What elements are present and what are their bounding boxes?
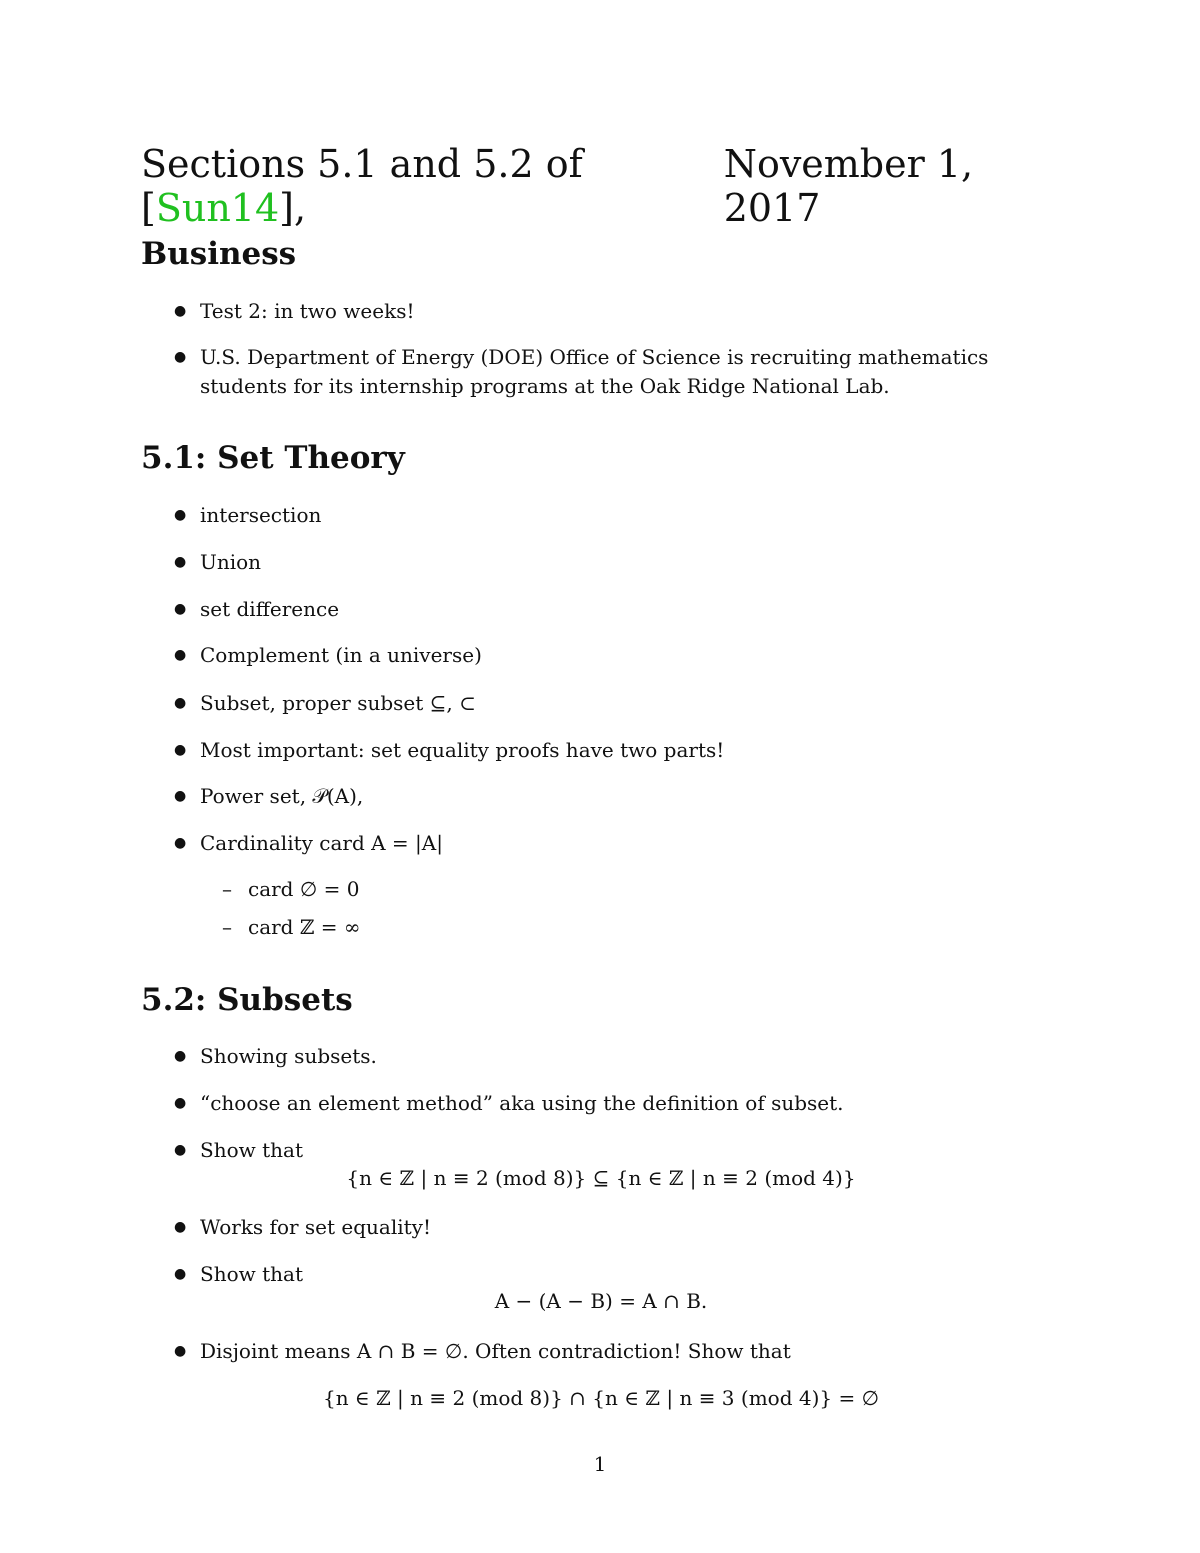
equation: {n ∈ ℤ | n ≡ 2 (mod 8)} ⊆ {n ∈ ℤ | n ≡ 2 (mod 4)} (346, 1166, 856, 1190)
bullet-icon: ● (174, 1048, 187, 1064)
bullet-icon: ● (174, 742, 187, 758)
section-heading-subsets: 5.2: Subsets (141, 982, 353, 1018)
bullet-icon: ● (174, 601, 187, 617)
page-number: 1 (593, 1452, 607, 1476)
section-heading-set-theory: 5.1: Set Theory (141, 440, 405, 476)
bullet-icon: ● (174, 303, 187, 319)
bullet-icon: ● (174, 835, 187, 851)
citation-link[interactable]: Sun14 (155, 186, 280, 230)
sub-list-item: – card ∅ = 0 (222, 875, 359, 904)
bullet-icon: ● (174, 1095, 187, 1111)
section-heading-business: Business (141, 236, 297, 272)
page-title (141, 142, 1061, 230)
bullet-icon: ● (174, 788, 187, 804)
bullet-icon: ● (174, 1343, 187, 1359)
bullet-icon: ● (174, 695, 187, 711)
dash-icon: – (222, 877, 232, 901)
title-text: Sections 5.1 and 5.2 of [Sun14], (141, 142, 583, 230)
bullet-icon: ● (174, 1142, 187, 1158)
bullet-icon: ● (174, 1266, 187, 1282)
equation: A − (A − B) = A ∩ B. (494, 1289, 708, 1313)
sub-list-item: – card ℤ = ∞ (222, 913, 361, 942)
bullet-icon: ● (174, 349, 187, 365)
bullet-icon: ● (174, 1219, 187, 1235)
bullet-icon: ● (174, 647, 187, 663)
bullet-icon: ● (174, 507, 187, 523)
document-page: Sections 5.1 and 5.2 of [Sun14], November 1, 2017 Business ● Test 2: in two weeks! ● U.S. Department of Energy (DOE) Office of Science is recruiting mathematics students for its internship programs at the Oak Ridge National Lab. 5.1: Set Theory ● intersection ● Union ● set difference ● Complement (in a universe) ● Subset, proper subset ⊆, ⊂ ● Most important: set equality proofs have two parts! ● Power set, 𝒫(A), ● Cardinality card A = |A| – card ∅ = 0 – card ℤ = ∞ 5.2: Subsets ● Showing subsets. ● “choose an element method” aka using the definition of subset. ● Show that {n ∈ ℤ | n ≡ 2 (mod 8)} ⊆ {n ∈ ℤ | n ≡ 2 (mod 4)} ● Works for set equality! ● Show that A − (A − B) = A ∩ B. ● Disjoint means A ∩ B = ∅. Often contradiction! Show that {n ∈ ℤ | n ≡ 2 (mod 8)} ∩ {n ∈ ℤ | n ≡ 3 (mod 4)} = ∅ 1 (0, 0, 1200, 1553)
bullet-icon: ● (174, 554, 187, 570)
equation: {n ∈ ℤ | n ≡ 2 (mod 8)} ∩ {n ∈ ℤ | n ≡ 3 (mod 4)} = ∅ (322, 1386, 880, 1410)
title-date: November 1, 2017 (723, 142, 974, 230)
dash-icon: – (222, 915, 232, 939)
